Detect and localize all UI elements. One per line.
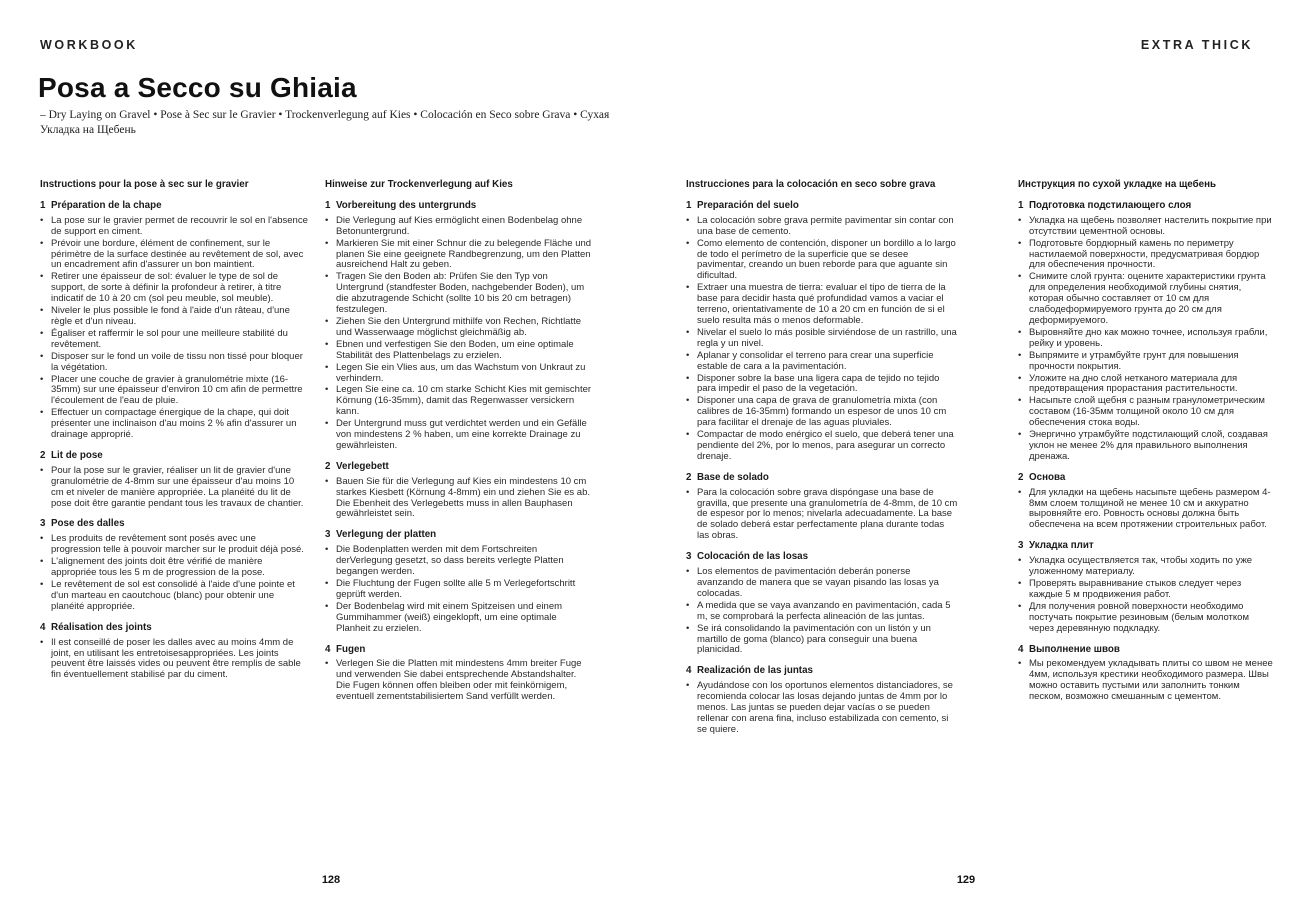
- bullet-item: • Effectuer un compactage énergique de la chape, qui doit présenter une inclinaison d'au moins 2 % afin d'assurer un drainage approprié.: [40, 408, 308, 441]
- bullet-item: • Nivelar el suelo lo más posible sirviéndose de un rastrillo, una regla y un nivel.: [686, 328, 958, 350]
- bullet-list: [1018, 556, 1276, 634]
- bullet-list: [40, 466, 308, 510]
- bullet-item: • Disposer sur le fond un voile de tissu non tissé pour bloquer la végétation.: [40, 352, 308, 374]
- section-title: [1018, 541, 1276, 552]
- bullet-item: • Выпрямите и утрамбуйте грунт для повышения прочности покрытия.: [1018, 351, 1276, 373]
- bullet-item: • Укладка на щебень позволяет настелить покрытие при отсутствии цементной основы.: [1018, 216, 1276, 238]
- section-title: [1018, 473, 1276, 484]
- bullet-item: • Ziehen Sie den Untergrund mithilfe von Rechen, Richtlatte und Wasserwaage möglichst gleichmäßig ab.: [325, 317, 593, 339]
- bullet-item: • Verlegen Sie die Platten mit mindestens 4mm breiter Fuge und verwenden Sie dabei entsprechende Abstandshalter. Die Fugen können offen bleiben oder mit feinkörnigem, eventuell zementstabilisiertem Sand verfüllt werden.: [325, 659, 593, 703]
- bullet-list: [686, 681, 958, 736]
- section-name: Укладка плит: [1029, 540, 1094, 552]
- section-name: Colocación de las losas: [697, 551, 809, 563]
- bullet-item: • Насыпьте слой щебня с разным гранулометрическим составом (16-35мм толщиной около 10 см для обеспечения стока воды.: [1018, 396, 1276, 429]
- section-name: Réalisation des joints: [51, 621, 152, 633]
- section-title: [40, 201, 308, 212]
- section-number: 1: [40, 199, 46, 211]
- bullet-list: [1018, 659, 1276, 703]
- bullet-item: • Мы рекомендуем укладывать плиты со швом не менее 4мм, используя крестики необходимого размера. Швы можно оставить пустыми или заполнить тонким песком, возможно смешанным с цементом.: [1018, 659, 1276, 703]
- bullet-item: • Снимите слой грунта: оцените характеристики грунта для определения необходимой глубины снятия, которая обычно составляет от 10 см для слабодеформируемого грунта до 20 см для деформируемого.: [1018, 272, 1276, 327]
- bullet-item: • Extraer una muestra de tierra: evaluar el tipo de tierra de la base para decidir hasta qué profundidad vamos a vaciar el terreno, orientativamente de 10 a 20 cm en función de si el suelo resulta más o menos deformable.: [686, 283, 958, 327]
- section-title: [1018, 201, 1276, 212]
- bullet-item: • A medida que se vaya avanzando en pavimentación, cada 5 m, se comprobará la perfecta alineación de las juntas.: [686, 601, 958, 623]
- bullet-item: • Tragen Sie den Boden ab: Prüfen Sie den Typ von Untergrund (standfester Boden, nachgebender Boden), um die abzutragende Schicht (sollte 10 bis 20 cm betragen) festzulegen.: [325, 272, 593, 316]
- section-title: [325, 462, 593, 473]
- bullet-item: • Энергично утрамбуйте подстилающий слой, создавая уклон не менее 2% для правильного выполнения дренажа.: [1018, 430, 1276, 463]
- bullet-item: • Retirer une épaisseur de sol: évaluer le type de sol de support, de sorte à définir la profondeur à retirer, à titre indicatif de 10 à 20 cm (sol peu meuble, sol meuble).: [40, 272, 308, 305]
- section-number: 2: [1018, 471, 1024, 483]
- section-number: 3: [325, 529, 331, 541]
- section-name: Verlegung der platten: [336, 529, 437, 541]
- section-number: 1: [686, 199, 692, 211]
- bullet-item: • Ebnen und verfestigen Sie den Boden, um eine optimale Stabilität des Plattenbelags zu erzielen.: [325, 340, 593, 362]
- bullet-list: [686, 216, 958, 463]
- bullet-item: • Aplanar y consolidar el terreno para crear una superficie estable de cara a la pavimentación.: [686, 351, 958, 373]
- bullet-item: • Die Fluchtung der Fugen sollte alle 5 m Verlegefortschritt geprüft werden.: [325, 579, 593, 601]
- page-title: Posa a Secco su Ghiaia: [38, 72, 357, 103]
- bullet-list: [686, 488, 958, 543]
- section-number: 4: [325, 643, 331, 655]
- section-name: Base de solado: [697, 471, 769, 483]
- workbook-label: WORKBOOK: [40, 38, 138, 52]
- bullet-item: • Для укладки на щебень насыпьте щебень размером 4-8мм слоем толщиной не менее 10 см и аккуратно выровняйте его. Ровность основы должна быть обеспечена на всем протяжении строительных работ.: [1018, 488, 1276, 532]
- column-heading: Instrucciones para la colocación en seco sobre grava: [686, 179, 936, 190]
- bullet-item: • Se irá consolidando la pavimentación con un listón y un martillo de goma (blanco) para conseguir una buena planicidad.: [686, 624, 958, 657]
- bullet-item: • Disponer una capa de grava de granulometría mixta (con calibres de 16-35mm) formando un espesor de unos 10 cm para facilitar el drenaje de las aguas pluviales.: [686, 396, 958, 429]
- section-name: Vorbereitung des untergrunds: [336, 199, 477, 211]
- section-title: [1018, 645, 1276, 656]
- column-russian: [1018, 180, 1276, 704]
- bullet-item: • Los elementos de pavimentación deberán ponerse avanzando de manera que se vayan pisando las losas ya colocadas.: [686, 567, 958, 600]
- bullet-item: • L'alignement des joints doit être vérifié de manière appropriée tous les 5 m de progression de la pose.: [40, 557, 308, 579]
- section-name: Préparation de la chape: [51, 199, 162, 211]
- bullet-list: [1018, 488, 1276, 532]
- bullet-list: [325, 216, 593, 452]
- section-name: Основа: [1029, 471, 1066, 483]
- section-title: [686, 666, 958, 677]
- section-name: Pose des dalles: [51, 518, 125, 530]
- bullet-item: • Укладка осуществляется так, чтобы ходить по уже уложенному материалу.: [1018, 556, 1276, 578]
- section-name: Выполнение швов: [1029, 643, 1120, 655]
- section-number: 3: [40, 518, 46, 530]
- bullet-item: • Niveler le plus possible le fond à l'aide d'un râteau, d'une règle et d'un niveau.: [40, 306, 308, 328]
- bullet-item: • Como elemento de contención, disponer un bordillo a lo largo de todo el perímetro de la superficie que se desee pavimentar, creando un buen reborde para que aguante sin dificultad.: [686, 239, 958, 283]
- bullet-item: • Выровняйте дно как можно точнее, используя грабли, рейку и уровень.: [1018, 328, 1276, 350]
- column-heading: Instructions pour la pose à sec sur le gravier: [40, 179, 249, 190]
- bullet-list: [40, 534, 308, 612]
- section-number: 1: [1018, 199, 1024, 211]
- collection-label: EXTRA THICK: [1140, 38, 1253, 52]
- bullet-item: • La pose sur le gravier permet de recouvrir le sol en l'absence de support en ciment.: [40, 216, 308, 238]
- bullet-item: • Disponer sobre la base una ligera capa de tejido no tejido para impedir el paso de la vegetación.: [686, 374, 958, 396]
- section-title: [325, 530, 593, 541]
- title-translations: – Dry Laying on Gravel • Pose à Sec sur le Gravier • Trockenverlegung auf Kies • Colocación en Seco sobre Grava • Сухая Укладка на Щебень: [40, 109, 610, 136]
- bullet-list: [1018, 216, 1276, 463]
- section-title: [686, 552, 958, 563]
- section-title: [325, 645, 593, 656]
- bullet-item: • Para la colocación sobre grava dispóngase una base de gravilla, que presente una granulometría de 4-8mm, de 10 cm de espesor por lo menos; nivelarla adecuadamente. La base de solado deberá estar perfectamente plana durante todas las obras.: [686, 488, 958, 543]
- bullet-item: • Pour la pose sur le gravier, réaliser un lit de gravier d'une granulométrie de 4-8mm sur une épaisseur d'au moins 10 cm et niveler de manière appropriée. La planéité du lit de pose doit être garantie pendant tous les travaux de chantier.: [40, 466, 308, 510]
- bullet-item: • Проверять выравнивание стыков следует через каждые 5 м продвижения работ.: [1018, 579, 1276, 601]
- section-number: 3: [686, 551, 692, 563]
- bullet-item: • Markieren Sie mit einer Schnur die zu belegende Fläche und planen Sie eine geeignete Randbegrenzung, um den Platten ausreichend Halt zu geben.: [325, 239, 593, 272]
- bullet-item: • Le revêtement de sol est consolidé à l'aide d'une pointe et d'un marteau en caoutchouc (blanc) pour obtenir une planéité appropriée.: [40, 580, 308, 613]
- bullet-item: • Уложите на дно слой нетканого материала для предотвращения прорастания растительности.: [1018, 374, 1276, 396]
- bullet-item: • Ayudándose con los oportunos elementos distanciadores, se recomienda colocar las losas dejando juntas de 4mm por lo menos. Las juntas se pueden dejar vacías o se pueden rellenar con arena fina, incluso estabilizada con cemento, si se quiere.: [686, 681, 958, 736]
- section-title: [686, 473, 958, 484]
- bullet-list: [40, 216, 308, 441]
- section-name: Fugen: [336, 643, 366, 655]
- bullet-item: • Legen Sie ein Vlies aus, um das Wachstum von Unkraut zu verhindern.: [325, 363, 593, 385]
- bullet-item: • Для получения ровной поверхности необходимо постучать покрытие резиновым (белым молотком через деревянную подкладку.: [1018, 602, 1276, 635]
- section-number: 2: [686, 471, 692, 483]
- bullet-list: [325, 545, 593, 634]
- section-name: Realización de las juntas: [697, 665, 813, 677]
- bullet-item: • Égaliser et raffermir le sol pour une meilleure stabilité du revêtement.: [40, 329, 308, 351]
- bullet-item: • Die Verlegung auf Kies ermöglicht einen Bodenbelag ohne Betonuntergrund.: [325, 216, 593, 238]
- page-number-left: 128: [321, 874, 341, 886]
- column-german: [325, 180, 593, 704]
- section-name: Подготовка подстилающего слоя: [1029, 199, 1192, 211]
- section-number: 2: [325, 460, 331, 472]
- bullet-list: [40, 638, 308, 682]
- section-title: [40, 623, 308, 634]
- bullet-item: • Подготовьте бордюрный камень по периметру настилаемой поверхности, предусматривая бордюр для обеспечения прочности.: [1018, 239, 1276, 272]
- section-title: [40, 451, 308, 462]
- column-french: [40, 180, 308, 682]
- section-number: 4: [40, 621, 46, 633]
- section-name: Preparación del suelo: [697, 199, 799, 211]
- column-heading: Инструкция по сухой укладке на щебень: [1018, 179, 1217, 190]
- bullet-item: • Les produits de revêtement sont posés avec une progression telle à pouvoir marcher sur le produit déjà posé.: [40, 534, 308, 556]
- section-title: [40, 519, 308, 530]
- section-title: [686, 201, 958, 212]
- section-number: 4: [1018, 643, 1024, 655]
- section-number: 2: [40, 449, 46, 461]
- bullet-item: • Il est conseillé de poser les dalles avec au moins 4mm de joint, en utilisant les entretoisesappropriées. Les joints peuvent être laissés vides ou peuvent être remplis de sable fin éventuellement stabilisé par du ciment.: [40, 638, 308, 682]
- section-number: 1: [325, 199, 331, 211]
- section-name: Lit de pose: [51, 449, 103, 461]
- bullet-item: • Die Bodenplatten werden mit dem Fortschreiten derVerlegung gesetzt, so dass bereits verlegte Platten begangen werden.: [325, 545, 593, 578]
- bullet-item: • Der Bodenbelag wird mit einem Spitzeisen und einem Gummihammer (weiß) eingeklopft, um eine optimale Planheit zu erzielen.: [325, 602, 593, 635]
- bullet-item: • Bauen Sie für die Verlegung auf Kies ein mindestens 10 cm starkes Kiesbett (Körnung 4-8mm) ein und ziehen Sie es ab. Die Ebenheit des Verlegebetts muss in allen Bauphasen gewährleistet sein.: [325, 477, 593, 521]
- bullet-list: [325, 659, 593, 703]
- page-number-right: 129: [956, 874, 976, 886]
- bullet-item: • Placer une couche de gravier à granulométrie mixte (16-35mm) sur une épaisseur d'environ 10 cm afin de permettre l'écoulement de l'eau de pluie.: [40, 375, 308, 408]
- section-name: Verlegebett: [336, 460, 389, 472]
- bullet-list: [686, 567, 958, 656]
- bullet-list: [325, 477, 593, 521]
- bullet-item: • Legen Sie eine ca. 10 cm starke Schicht Kies mit gemischter Körnung (16-35mm), damit das Regenwasser versickern kann.: [325, 385, 593, 418]
- column-spanish: [686, 180, 958, 737]
- bullet-item: • Der Untergrund muss gut verdichtet werden und ein Gefälle von mindestens 2 % haben, um eine korrekte Drainage zu gewährleisten.: [325, 419, 593, 452]
- section-title: [325, 201, 593, 212]
- bullet-item: • Prévoir une bordure, élément de confinement, sur le périmètre de la surface destinée au revêtement de sol, avec un encadrement afin d'assurer un bon maintient.: [40, 239, 308, 272]
- bullet-item: • Compactar de modo enérgico el suelo, que deberá tener una pendiente del 2%, por lo menos, para asegurar un correcto drenaje.: [686, 430, 958, 463]
- column-heading: Hinweise zur Trockenverlegung auf Kies: [325, 179, 513, 190]
- section-number: 3: [1018, 540, 1024, 552]
- bullet-item: • La colocación sobre grava permite pavimentar sin contar con una base de cemento.: [686, 216, 958, 238]
- section-number: 4: [686, 665, 692, 677]
